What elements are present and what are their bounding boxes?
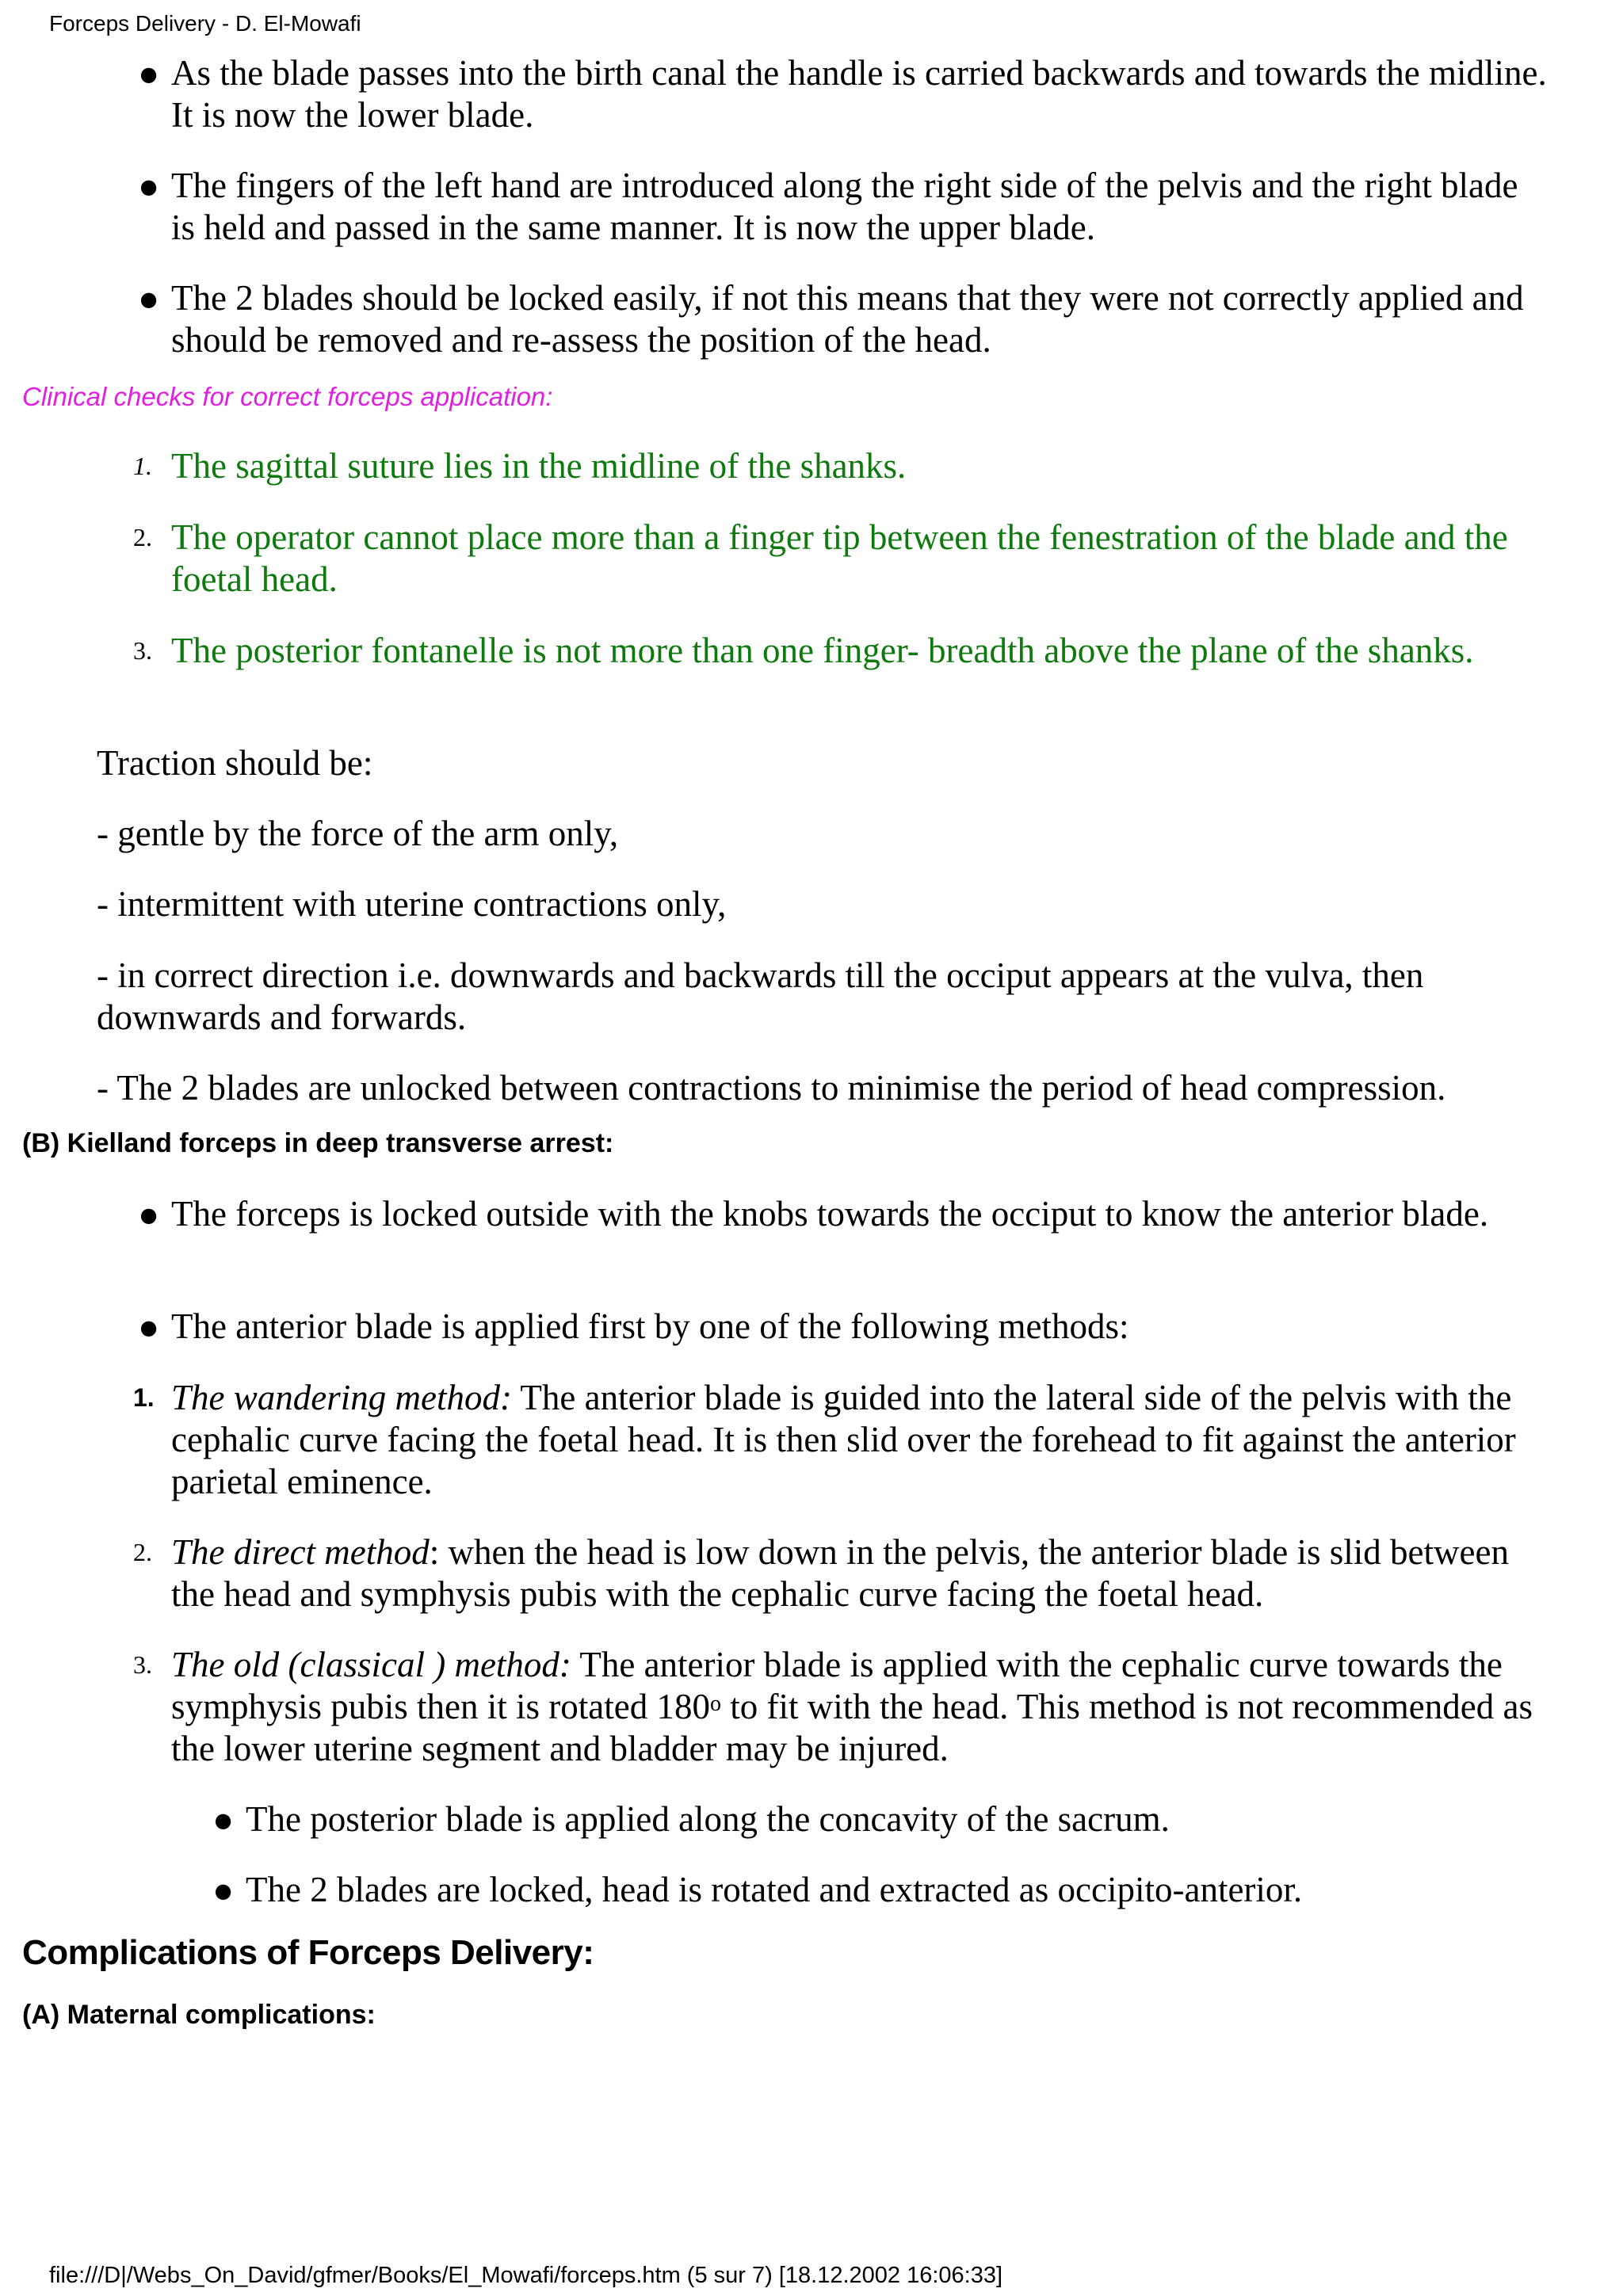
traction-line: - intermittent with uterine contractions only, [97, 884, 727, 924]
bullet-icon: ● [138, 1306, 160, 1347]
list-number: 3. [133, 636, 152, 665]
list-number: 1. [133, 1383, 155, 1412]
method-name: The old (classical ) method: [171, 1645, 571, 1684]
list-number: 1. [133, 452, 152, 480]
method-item: 2. The direct method: when the head is low down in the pelvis, the anterior blade is slid between the head and symphysis pubis with the cephalic curve facing the foetal head. [133, 1532, 1509, 1614]
kielland-heading: (B) Kielland forceps in deep transverse arrest: [22, 1128, 614, 1158]
bullet-icon: ● [138, 278, 160, 318]
list-item: ● The 2 blades should be locked easily, if not this means that they were not correctly applied and should be removed and re-assess the position of the head. [138, 278, 1524, 360]
method-item: 3. The old (classical ) method: The anterior blade is applied with the cephalic curve towards the symphysis pubis then it is rotated 180$^o$ to fit with the head. This method is not recommended as the lower uterine segment and bladder may be injured. [133, 1645, 1533, 1768]
list-item: ● The fingers of the left hand are introduced along the right side of the pelvis and the right blade is held and passed in the same manner. It is now the upper blade. [138, 166, 1518, 247]
complications-heading: Complications of Forceps Delivery: [22, 1933, 594, 1972]
clinical-checks-heading: Clinical checks for correct forceps application: [22, 382, 553, 411]
method-name: The wandering method: [171, 1378, 512, 1417]
maternal-heading: (A) Maternal complications: [22, 2000, 376, 2030]
page-footer: file:///D|/Webs_On_David/gfmer/Books/El_Mowafi/forceps.htm (5 sur 7) [18.12.2002 16:06:33] [49, 2263, 1003, 2288]
bullet-icon: ● [138, 53, 160, 93]
list-item: ● The forceps is locked outside with the knobs towards the occiput to know the anterior blade. [138, 1194, 1489, 1234]
list-number: 2. [133, 523, 152, 551]
list-number: 2. [133, 1538, 152, 1566]
list-item: ● The 2 blades are locked, head is rotated and extracted as occipito-anterior. [212, 1870, 1303, 1910]
list-item: 2. The operator cannot place more than a finger tip between the fenestration of the blade and the foetal head. [133, 517, 1508, 599]
bullet-icon: ● [138, 1194, 160, 1234]
list-item: ● As the blade passes into the birth canal the handle is carried backwards and towards the midline. It is now the lower blade. [138, 53, 1547, 135]
traction-line: - in correct direction i.e. downwards and backwards till the occiput appears at the vulva, then downwards and forwards. [97, 955, 1424, 1037]
list-item: ● The posterior blade is applied along the concavity of the sacrum. [212, 1799, 1170, 1840]
page-header: Forceps Delivery - D. El-Mowafi [49, 11, 361, 36]
bullet-icon: ● [138, 166, 160, 206]
bullet-icon: ● [212, 1799, 235, 1840]
traction-intro: Traction should be: [97, 743, 373, 783]
list-number: 3. [133, 1650, 152, 1679]
traction-line: - The 2 blades are unlocked between contractions to minimise the period of head compression. [97, 1068, 1446, 1108]
method-item: 1. The wandering method: The anterior blade is guided into the lateral side of the pelvis with the cephalic curve facing the foetal head. It is then slid over the forehead to fit against the anterior parietal eminence. [133, 1378, 1516, 1501]
method-name: The direct method [171, 1532, 430, 1572]
list-item: 1. The sagittal suture lies in the midline of the shanks. [133, 446, 907, 486]
traction-line: - gentle by the force of the arm only, [97, 814, 619, 853]
bullet-icon: ● [212, 1870, 235, 1910]
list-item: ● The anterior blade is applied first by one of the following methods: [138, 1306, 1129, 1347]
degree-sup: o [710, 1691, 721, 1716]
list-item: 3. The posterior fontanelle is not more than one finger- breadth above the plane of the shanks. [133, 631, 1474, 670]
